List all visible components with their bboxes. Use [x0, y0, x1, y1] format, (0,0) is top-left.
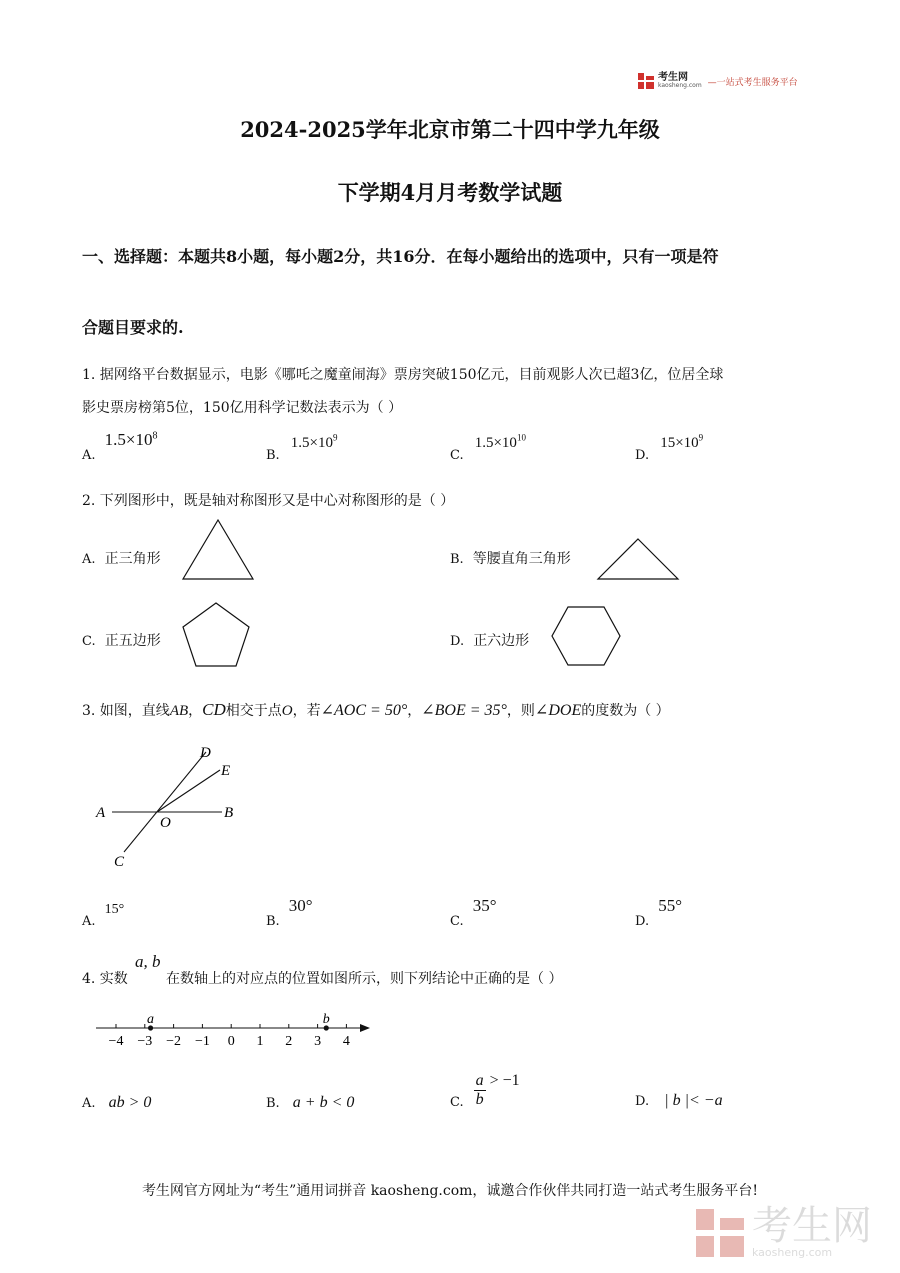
equilateral-triangle-figure [180, 518, 256, 582]
tick-label: 3 [314, 1034, 322, 1049]
ray-oe [157, 770, 220, 812]
q1-option-a[interactable]: $_{A.}$ $1.5\times 10^8$ [82, 430, 158, 463]
q3-stem: 3. 如图，直线AB，CD相交于点O，若∠AOC = 50°，∠BOE = 35°，则∠DOE的度数为（ ） [82, 700, 670, 719]
tick-label: −1 [194, 1034, 210, 1049]
q2-option-a[interactable]: A. 正三角形 [82, 551, 161, 567]
q4-option-c[interactable]: C. a b > −1 [450, 1071, 520, 1110]
watermark: 考生网 kaosheng.com [696, 1206, 872, 1259]
label-a: A [96, 805, 106, 821]
q2-option-b[interactable]: B. 等腰直角三角形 [450, 551, 571, 567]
q1-option-b[interactable]: $_{B.}$ $1.5\times 10^9$ [266, 432, 338, 463]
watermark-logo-icon [696, 1209, 744, 1257]
q1-option-c[interactable]: $_{C.}$ $1.5\times 10^{10}$ [450, 432, 526, 463]
logo-wordmark: 考生网 kaosheng.com [658, 72, 702, 89]
header-logo [638, 73, 798, 89]
q3-option-d[interactable]: $_{D.}$ 55° [635, 896, 682, 929]
q3-option-c[interactable]: $_{C.}$ 35° [450, 896, 497, 929]
tick-label: 1 [256, 1034, 264, 1049]
q4-stem-tail: 在数轴上的对应点的位置如图所示，则下列结论中正确的是（ ） [166, 971, 563, 987]
q2-stem: 2. 下列图形中，既是轴对称图形又是中心对称图形的是（ ） [82, 493, 455, 509]
q4-number-line [92, 1008, 377, 1050]
q4-option-b[interactable]: B. a + b < 0 [266, 1094, 355, 1111]
label-c: C [114, 854, 125, 870]
kaosheng-logo-icon [638, 73, 654, 89]
q1-stem-line2: 影史票房榜第5位，150亿用科学记数法表示为（ ） [82, 400, 403, 416]
logo-slogan: —一站式考生服务平台 [707, 77, 798, 88]
tick-label: −4 [108, 1034, 124, 1049]
label-b: B [224, 805, 234, 821]
page-title-line2: 下学期4月月考数学试题 [337, 180, 563, 205]
label-e: E [221, 763, 231, 779]
tick-label: −3 [137, 1034, 153, 1049]
point-b-label: b [322, 1012, 330, 1027]
point-a-label: a [147, 1012, 155, 1027]
fraction-a-over-b: a b [475, 1072, 484, 1108]
tick-label: 2 [285, 1034, 293, 1049]
footer-note: 考生网官方网址为“考生”通用词拼音 kaosheng.com，诚邀合作伙伴共同打造一站式考生服务平台! [141, 1183, 759, 1199]
section-heading-line2: 合题目要求的. [82, 318, 184, 337]
q3-option-b[interactable]: $_{B.}$ 30° [266, 896, 313, 929]
page-title-line1: 2024-2025学年北京市第二十四中学九年级 [240, 117, 660, 142]
q3-intersecting-lines-figure [94, 740, 244, 872]
label-d: D [200, 745, 211, 761]
q2-option-c[interactable]: C. 正五边形 [82, 633, 161, 649]
tick-label: −2 [166, 1034, 182, 1049]
label-o: O [160, 815, 171, 831]
section-heading-line1: 一、选择题：本题共8小题，每小题2分，共16分．在每小题给出的选项中，只有一项是符 [82, 247, 719, 266]
tick-label: 4 [342, 1034, 350, 1049]
isosceles-right-triangle-figure [596, 536, 682, 582]
q3-option-a[interactable]: $_{A.}$ 15° [82, 902, 125, 929]
q4-vars: a, b [135, 952, 161, 971]
q4-option-a[interactable]: A. ab > 0 [82, 1094, 152, 1111]
number-line-arrow [360, 1024, 370, 1032]
tick-label: 0 [227, 1034, 235, 1049]
q2-option-d[interactable]: D. 正六边形 [450, 633, 530, 649]
q1-stem-line1: 1. 据网络平台数据显示，电影《哪吒之魔童闹海》票房突破150亿元，目前观影人次已超3亿，位居全球 [82, 367, 724, 383]
number-line-tick-labels [109, 1034, 350, 1049]
q4-stem-prefix: 4. 实数 [82, 971, 128, 987]
regular-hexagon-figure [548, 604, 624, 668]
line-cd [124, 752, 206, 852]
q4-option-d[interactable]: D. | b |< −a [635, 1092, 723, 1109]
regular-pentagon-figure [180, 600, 252, 670]
q1-option-d[interactable]: $_{D.}$ $15\times 10^9$ [635, 432, 704, 463]
